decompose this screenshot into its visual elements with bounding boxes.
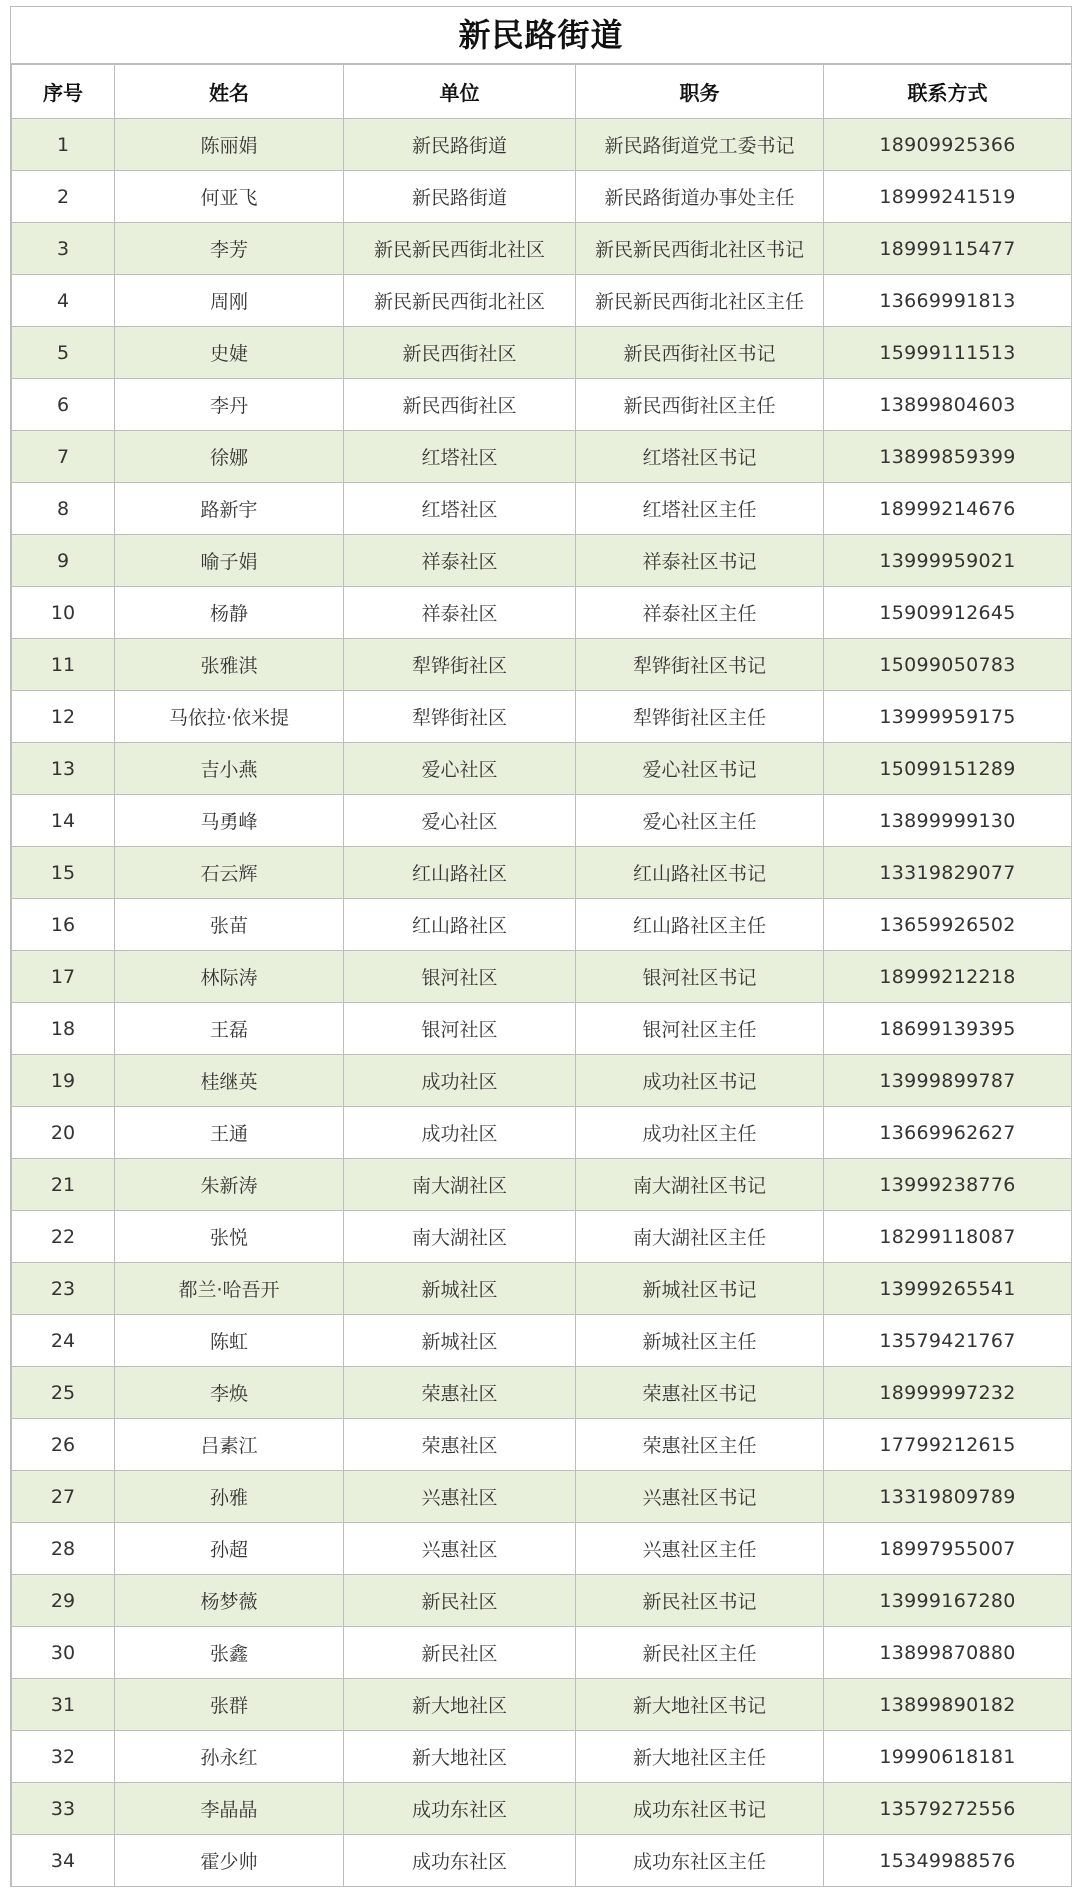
cell-name: 李芳 <box>115 223 344 275</box>
table-row <box>12 535 1072 587</box>
cell-no: 25 <box>12 1367 115 1419</box>
cell-name: 陈丽娟 <box>115 119 344 171</box>
table-row <box>12 1471 1072 1523</box>
cell-phone: 13899804603 <box>824 379 1072 431</box>
cell-unit: 新民社区 <box>344 1627 576 1679</box>
cell-duty: 祥泰社区书记 <box>576 535 824 587</box>
cell-no: 8 <box>12 483 115 535</box>
cell-unit: 新城社区 <box>344 1315 576 1367</box>
header-unit: 单位 <box>344 65 576 119</box>
cell-duty: 红山路社区主任 <box>576 899 824 951</box>
cell-phone: 13579272556 <box>824 1783 1072 1835</box>
cell-phone: 19990618181 <box>824 1731 1072 1783</box>
cell-phone: 13899999130 <box>824 795 1072 847</box>
cell-phone: 18999214676 <box>824 483 1072 535</box>
table-row <box>12 1523 1072 1575</box>
cell-phone: 13999959175 <box>824 691 1072 743</box>
cell-name: 李晶晶 <box>115 1783 344 1835</box>
table-row <box>12 327 1072 379</box>
cell-phone: 13899859399 <box>824 431 1072 483</box>
cell-phone: 13669991813 <box>824 275 1072 327</box>
cell-phone: 18299118087 <box>824 1211 1072 1263</box>
cell-unit: 荣惠社区 <box>344 1419 576 1471</box>
cell-no: 18 <box>12 1003 115 1055</box>
cell-phone: 13899870880 <box>824 1627 1072 1679</box>
cell-phone: 18699139395 <box>824 1003 1072 1055</box>
cell-name: 霍少帅 <box>115 1835 344 1887</box>
cell-unit: 犁铧街社区 <box>344 639 576 691</box>
cell-duty: 荣惠社区书记 <box>576 1367 824 1419</box>
cell-name: 王通 <box>115 1107 344 1159</box>
table-row <box>12 431 1072 483</box>
table-row <box>12 1627 1072 1679</box>
table-row <box>12 1367 1072 1419</box>
cell-no: 3 <box>12 223 115 275</box>
cell-name: 马勇峰 <box>115 795 344 847</box>
cell-phone: 13319829077 <box>824 847 1072 899</box>
table-row <box>12 1731 1072 1783</box>
cell-duty: 成功社区主任 <box>576 1107 824 1159</box>
cell-duty: 新民社区书记 <box>576 1575 824 1627</box>
table-row <box>12 1055 1072 1107</box>
cell-unit: 成功东社区 <box>344 1835 576 1887</box>
table-row <box>12 899 1072 951</box>
table-row <box>12 1419 1072 1471</box>
cell-unit: 新民路街道 <box>344 119 576 171</box>
cell-unit: 爱心社区 <box>344 743 576 795</box>
cell-unit: 南大湖社区 <box>344 1211 576 1263</box>
table-row <box>12 691 1072 743</box>
cell-name: 吉小燕 <box>115 743 344 795</box>
cell-unit: 新民西街社区 <box>344 379 576 431</box>
cell-name: 李焕 <box>115 1367 344 1419</box>
cell-no: 10 <box>12 587 115 639</box>
cell-phone: 18999241519 <box>824 171 1072 223</box>
cell-phone: 13999167280 <box>824 1575 1072 1627</box>
cell-duty: 成功东社区主任 <box>576 1835 824 1887</box>
cell-duty: 新民西街社区主任 <box>576 379 824 431</box>
cell-unit: 荣惠社区 <box>344 1367 576 1419</box>
cell-unit: 祥泰社区 <box>344 587 576 639</box>
cell-phone: 15099151289 <box>824 743 1072 795</box>
cell-unit: 红山路社区 <box>344 847 576 899</box>
cell-name: 吕素江 <box>115 1419 344 1471</box>
table-row <box>12 1107 1072 1159</box>
header-phone: 联系方式 <box>824 65 1072 119</box>
cell-duty: 荣惠社区主任 <box>576 1419 824 1471</box>
cell-name: 周刚 <box>115 275 344 327</box>
cell-duty: 兴惠社区主任 <box>576 1523 824 1575</box>
cell-no: 9 <box>12 535 115 587</box>
table-row <box>12 275 1072 327</box>
cell-duty: 成功社区书记 <box>576 1055 824 1107</box>
cell-no: 7 <box>12 431 115 483</box>
cell-unit: 新城社区 <box>344 1263 576 1315</box>
cell-name: 石云辉 <box>115 847 344 899</box>
cell-name: 马依拉·依米提 <box>115 691 344 743</box>
cell-duty: 新大地社区主任 <box>576 1731 824 1783</box>
table-row <box>12 379 1072 431</box>
table-row <box>12 951 1072 1003</box>
table-row <box>12 1575 1072 1627</box>
cell-duty: 爱心社区书记 <box>576 743 824 795</box>
cell-phone: 13669962627 <box>824 1107 1072 1159</box>
cell-no: 28 <box>12 1523 115 1575</box>
cell-name: 路新宇 <box>115 483 344 535</box>
cell-duty: 南大湖社区书记 <box>576 1159 824 1211</box>
cell-unit: 祥泰社区 <box>344 535 576 587</box>
cell-name: 张雅淇 <box>115 639 344 691</box>
table-row <box>12 743 1072 795</box>
cell-duty: 新民新民西街北社区书记 <box>576 223 824 275</box>
contact-table <box>11 64 1072 1887</box>
cell-phone: 18997955007 <box>824 1523 1072 1575</box>
cell-phone: 15999111513 <box>824 327 1072 379</box>
cell-unit: 新民新民西街北社区 <box>344 223 576 275</box>
cell-phone: 13999265541 <box>824 1263 1072 1315</box>
cell-duty: 银河社区主任 <box>576 1003 824 1055</box>
cell-no: 15 <box>12 847 115 899</box>
cell-name: 桂继英 <box>115 1055 344 1107</box>
cell-duty: 新民路街道党工委书记 <box>576 119 824 171</box>
cell-duty: 新民西街社区书记 <box>576 327 824 379</box>
cell-duty: 爱心社区主任 <box>576 795 824 847</box>
cell-no: 29 <box>12 1575 115 1627</box>
cell-phone: 18909925366 <box>824 119 1072 171</box>
cell-phone: 13999959021 <box>824 535 1072 587</box>
cell-no: 30 <box>12 1627 115 1679</box>
cell-name: 张鑫 <box>115 1627 344 1679</box>
cell-no: 5 <box>12 327 115 379</box>
table-row <box>12 1159 1072 1211</box>
table-row <box>12 1679 1072 1731</box>
cell-duty: 新大地社区书记 <box>576 1679 824 1731</box>
cell-phone: 18999212218 <box>824 951 1072 1003</box>
cell-unit: 南大湖社区 <box>344 1159 576 1211</box>
cell-no: 6 <box>12 379 115 431</box>
cell-phone: 13999899787 <box>824 1055 1072 1107</box>
cell-no: 20 <box>12 1107 115 1159</box>
cell-duty: 新民路街道办事处主任 <box>576 171 824 223</box>
cell-no: 1 <box>12 119 115 171</box>
cell-duty: 犁铧街社区主任 <box>576 691 824 743</box>
table-row <box>12 795 1072 847</box>
cell-duty: 新城社区书记 <box>576 1263 824 1315</box>
cell-no: 27 <box>12 1471 115 1523</box>
table-row <box>12 847 1072 899</box>
cell-name: 张苗 <box>115 899 344 951</box>
cell-name: 孙超 <box>115 1523 344 1575</box>
cell-phone: 15099050783 <box>824 639 1072 691</box>
cell-phone: 13319809789 <box>824 1471 1072 1523</box>
cell-name: 都兰·哈吾开 <box>115 1263 344 1315</box>
page-title: 新民路街道 <box>11 7 1071 64</box>
cell-unit: 新民社区 <box>344 1575 576 1627</box>
cell-unit: 犁铧街社区 <box>344 691 576 743</box>
cell-no: 16 <box>12 899 115 951</box>
cell-name: 孙雅 <box>115 1471 344 1523</box>
cell-phone: 18999997232 <box>824 1367 1072 1419</box>
cell-phone: 13999238776 <box>824 1159 1072 1211</box>
header-duty: 职务 <box>576 65 824 119</box>
cell-unit: 兴惠社区 <box>344 1471 576 1523</box>
cell-duty: 新民新民西街北社区主任 <box>576 275 824 327</box>
cell-duty: 祥泰社区主任 <box>576 587 824 639</box>
cell-duty: 红山路社区书记 <box>576 847 824 899</box>
table-row <box>12 1835 1072 1887</box>
table-row <box>12 639 1072 691</box>
cell-no: 23 <box>12 1263 115 1315</box>
cell-phone: 18999115477 <box>824 223 1072 275</box>
cell-duty: 犁铧街社区书记 <box>576 639 824 691</box>
cell-name: 朱新涛 <box>115 1159 344 1211</box>
cell-duty: 红塔社区书记 <box>576 431 824 483</box>
cell-no: 19 <box>12 1055 115 1107</box>
table-row <box>12 171 1072 223</box>
table-row <box>12 119 1072 171</box>
cell-no: 13 <box>12 743 115 795</box>
cell-no: 32 <box>12 1731 115 1783</box>
cell-name: 何亚飞 <box>115 171 344 223</box>
table-header-row <box>12 65 1072 119</box>
cell-duty: 银河社区书记 <box>576 951 824 1003</box>
table-row <box>12 223 1072 275</box>
cell-name: 徐娜 <box>115 431 344 483</box>
cell-name: 王磊 <box>115 1003 344 1055</box>
cell-name: 李丹 <box>115 379 344 431</box>
cell-name: 张群 <box>115 1679 344 1731</box>
cell-unit: 成功东社区 <box>344 1783 576 1835</box>
cell-name: 史婕 <box>115 327 344 379</box>
cell-no: 4 <box>12 275 115 327</box>
cell-unit: 成功社区 <box>344 1107 576 1159</box>
cell-unit: 红塔社区 <box>344 483 576 535</box>
table-row <box>12 1003 1072 1055</box>
cell-no: 21 <box>12 1159 115 1211</box>
table-body <box>12 119 1072 1887</box>
cell-name: 林际涛 <box>115 951 344 1003</box>
cell-no: 26 <box>12 1419 115 1471</box>
cell-name: 喻子娟 <box>115 535 344 587</box>
cell-phone: 15349988576 <box>824 1835 1072 1887</box>
cell-unit: 新大地社区 <box>344 1679 576 1731</box>
cell-unit: 银河社区 <box>344 951 576 1003</box>
table-row <box>12 1783 1072 1835</box>
cell-name: 孙永红 <box>115 1731 344 1783</box>
table-row <box>12 1211 1072 1263</box>
cell-no: 11 <box>12 639 115 691</box>
cell-no: 31 <box>12 1679 115 1731</box>
cell-no: 24 <box>12 1315 115 1367</box>
header-no: 序号 <box>12 65 115 119</box>
table-row <box>12 587 1072 639</box>
header-name: 姓名 <box>115 65 344 119</box>
cell-unit: 红山路社区 <box>344 899 576 951</box>
cell-name: 陈虹 <box>115 1315 344 1367</box>
cell-unit: 新大地社区 <box>344 1731 576 1783</box>
cell-unit: 红塔社区 <box>344 431 576 483</box>
cell-unit: 新民路街道 <box>344 171 576 223</box>
cell-duty: 成功东社区书记 <box>576 1783 824 1835</box>
cell-no: 17 <box>12 951 115 1003</box>
cell-unit: 兴惠社区 <box>344 1523 576 1575</box>
cell-unit: 成功社区 <box>344 1055 576 1107</box>
cell-phone: 17799212615 <box>824 1419 1072 1471</box>
cell-unit: 银河社区 <box>344 1003 576 1055</box>
cell-duty: 新民社区主任 <box>576 1627 824 1679</box>
cell-phone: 13579421767 <box>824 1315 1072 1367</box>
cell-duty: 兴惠社区书记 <box>576 1471 824 1523</box>
cell-name: 张悦 <box>115 1211 344 1263</box>
cell-duty: 红塔社区主任 <box>576 483 824 535</box>
cell-phone: 13659926502 <box>824 899 1072 951</box>
cell-duty: 新城社区主任 <box>576 1315 824 1367</box>
table-row <box>12 483 1072 535</box>
cell-no: 34 <box>12 1835 115 1887</box>
cell-no: 14 <box>12 795 115 847</box>
cell-name: 杨梦薇 <box>115 1575 344 1627</box>
cell-phone: 13899890182 <box>824 1679 1072 1731</box>
cell-unit: 新民新民西街北社区 <box>344 275 576 327</box>
cell-unit: 爱心社区 <box>344 795 576 847</box>
cell-unit: 新民西街社区 <box>344 327 576 379</box>
table-row <box>12 1315 1072 1367</box>
contact-sheet <box>10 6 1072 1887</box>
cell-no: 2 <box>12 171 115 223</box>
cell-no: 33 <box>12 1783 115 1835</box>
cell-no: 12 <box>12 691 115 743</box>
cell-duty: 南大湖社区主任 <box>576 1211 824 1263</box>
table-row <box>12 1263 1072 1315</box>
cell-no: 22 <box>12 1211 115 1263</box>
cell-name: 杨静 <box>115 587 344 639</box>
cell-phone: 15909912645 <box>824 587 1072 639</box>
